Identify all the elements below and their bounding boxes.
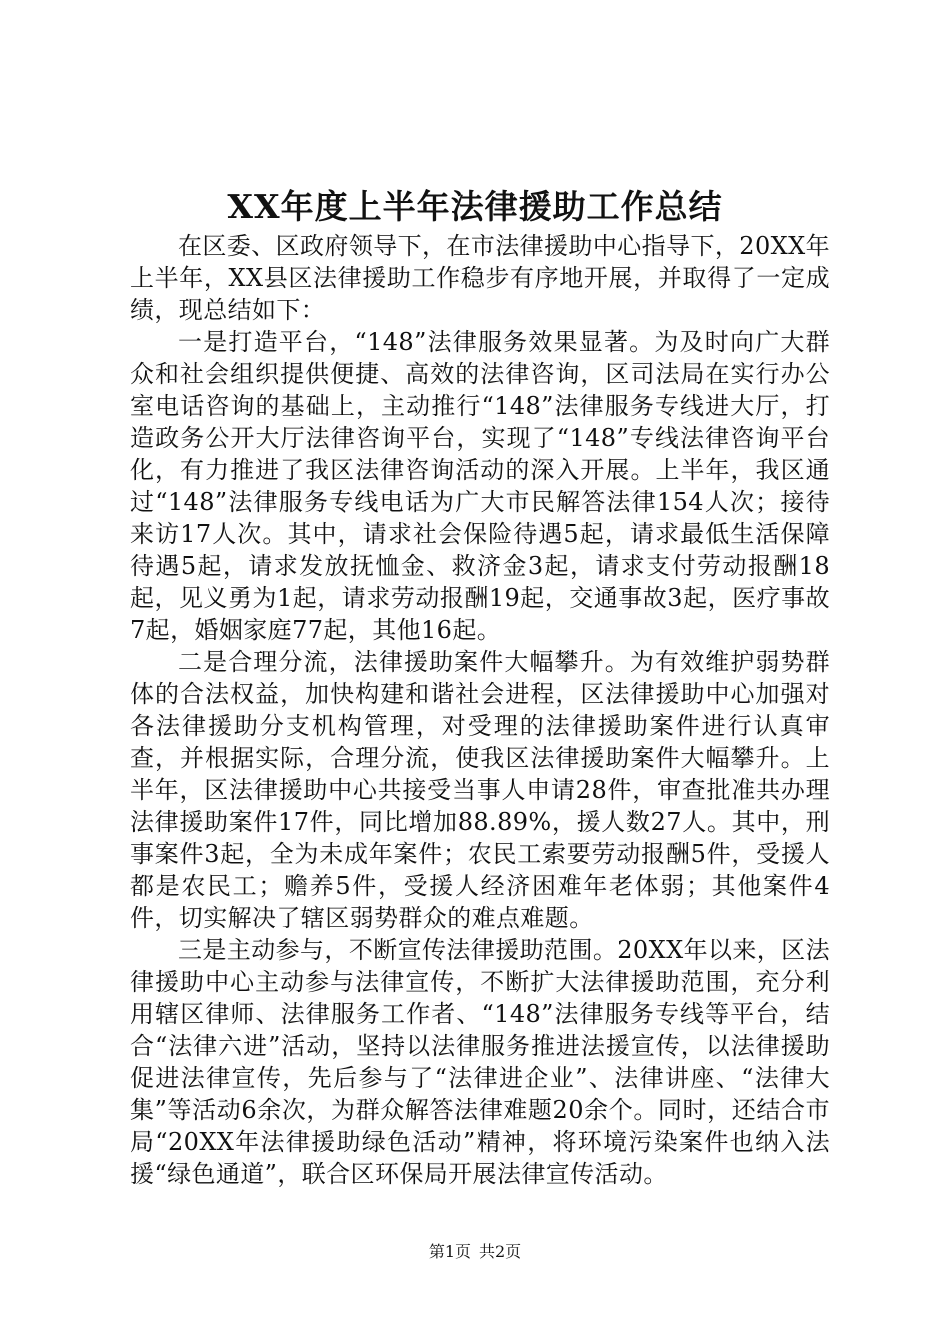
paragraph-section-2: 二是合理分流，法律援助案件大幅攀升。为有效维护弱势群体的合法权益，加快构建和谐社会进程，区法律援助中心加强对各法律援助分支机构管理，对受理的法律援助案件进行认真审查，并根据实际，合理分流，使我区法律援助案件大幅攀升。上半年，区法律援助中心共接受当事人申请28件，审查批准共办理法律援助案件17件，同比增加88.89%，援人数27人。其中，刑事案件3起，全为未成年案件；农民工索要劳动报酬5件，受援人都是农民工；赡养5件，受援人经济困难年老体弱；其他案件4件，切实解决了辖区弱势群众的难点难题。 [130, 648, 830, 932]
paragraph-intro: 在区委、区政府领导下，在市法律援助中心指导下，20XX年上半年，XX县区法律援助工作稳步有序地开展，并取得了一定成绩，现总结如下： [130, 232, 830, 324]
document-title: XX年度上半年法律援助工作总结 [227, 187, 723, 226]
page-number: 第1页 [428, 1242, 471, 1261]
page-total: 共2页 [479, 1242, 522, 1261]
document-body [130, 230, 830, 1190]
page-footer [0, 1240, 950, 1264]
paragraph-section-1: 一是打造平台，“148”法律服务效果显著。为及时向广大群众和社会组织提供便捷、高效的法律咨询，区司法局在实行办公室电话咨询的基础上，主动推行“148”法律服务专线进大厅，打造政务公开大厅法律咨询平台，实现了“148”专线法律咨询平台化，有力推进了我区法律咨询活动的深入开展。上半年，我区通过“148”法律服务专线电话为广大市民解答法律154人次；接待来访17人次。其中，请求社会保险待遇5起，请求最低生活保障待遇5起，请求发放抚恤金、救济金3起，请求支付劳动报酬18起，见义勇为1起，请求劳动报酬19起，交通事故3起，医疗事故7起，婚姻家庭77起，其他16起。 [130, 328, 830, 644]
paragraph-section-3: 三是主动参与，不断宣传法律援助范围。20XX年以来，区法律援助中心主动参与法律宣传，不断扩大法律援助范围，充分利用辖区律师、法律服务工作者、“148”法律服务专线等平台，结合“法律六进”活动，坚持以法律服务推进法援宣传，以法律援助促进法律宣传，先后参与了“法律进企业”、法律讲座、“法律大集”等活动6余次，为群众解答法律难题20余个。同时，还结合市局“20XX年法律援助绿色活动”精神，将环境污染案件也纳入法援“绿色通道”，联合区环保局开展法律宣传活动。 [130, 936, 830, 1188]
